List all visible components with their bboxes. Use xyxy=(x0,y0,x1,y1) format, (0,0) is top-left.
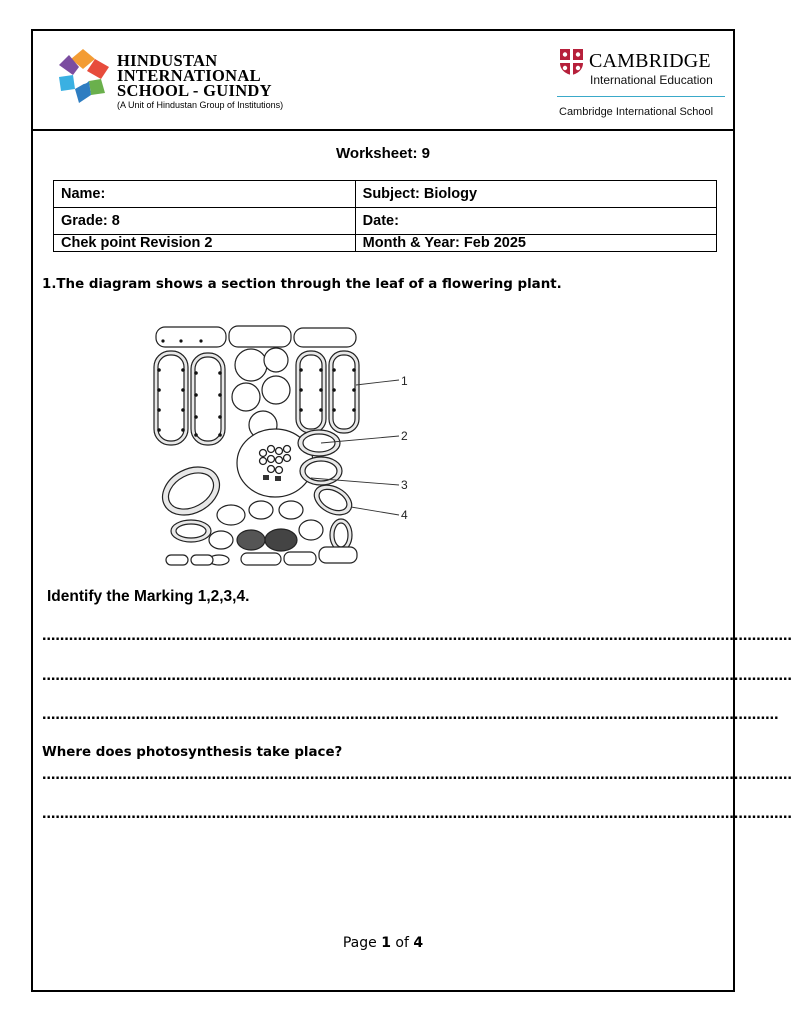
worksheet-frame xyxy=(31,29,792,992)
school-name xyxy=(117,53,272,98)
date-cell[interactable]: Date: xyxy=(355,208,716,235)
grade-cell: Grade: 8 xyxy=(54,208,356,235)
student-info-table xyxy=(53,180,717,252)
school-name-line2: INTERNATIONAL xyxy=(117,66,261,85)
worksheet-title: Worksheet: 9 xyxy=(336,145,430,162)
identify-prompt: Identify the Marking 1,2,3,4. xyxy=(47,588,250,605)
cambridge-divider xyxy=(557,96,725,97)
cambridge-title: CAMBRIDGE xyxy=(589,50,711,72)
school-subtitle: (A Unit of Hindustan Group of Institutions) xyxy=(117,100,284,110)
cambridge-subtitle: International Education xyxy=(590,73,713,87)
header xyxy=(33,31,733,131)
answer-line-3[interactable]: ………………………………………………………………………………………………………………………………………………… xyxy=(42,708,779,723)
page-total: 4 xyxy=(413,935,424,951)
name-cell[interactable]: Name: xyxy=(54,181,356,208)
page-number xyxy=(33,935,733,951)
cambridge-school-label: Cambridge International School xyxy=(559,106,714,118)
page-current: 1 xyxy=(381,935,391,951)
diagram-label-4: 4 xyxy=(401,508,408,522)
answer-line-2[interactable]: …………………………………………………………………………………………………………………………………………………… xyxy=(42,669,792,684)
answer-line-5[interactable]: …………………………………………………………………………………………………………………………………………………… xyxy=(42,807,792,822)
page-of: of xyxy=(395,935,409,951)
school-name-line3: SCHOOL - GUINDY xyxy=(117,81,272,100)
question-1: 1.The diagram shows a section through the leaf of a flowering plant. xyxy=(42,277,562,292)
month-year-cell: Month & Year: Feb 2025 xyxy=(355,235,716,252)
leaf-section-diagram xyxy=(151,325,411,565)
diagram-label-3: 3 xyxy=(401,478,408,492)
subject-cell: Subject: Biology xyxy=(355,181,716,208)
answer-line-4[interactable]: …………………………………………………………………………………………………………………………………………………… xyxy=(42,768,792,783)
diagram-label-2: 2 xyxy=(401,429,408,443)
question-2: Where does photosynthesis take place? xyxy=(42,745,343,760)
cambridge-shield-icon xyxy=(559,48,584,76)
school-name-line1: HINDUSTAN xyxy=(117,51,218,70)
school-logo-icon xyxy=(51,45,115,109)
revision-cell: Chek point Revision 2 xyxy=(54,235,356,252)
diagram-label-1: 1 xyxy=(401,374,408,388)
answer-line-1[interactable]: …………………………………………………………………………………………………………………………………………………… xyxy=(42,629,792,644)
page-prefix: Page xyxy=(342,935,377,951)
